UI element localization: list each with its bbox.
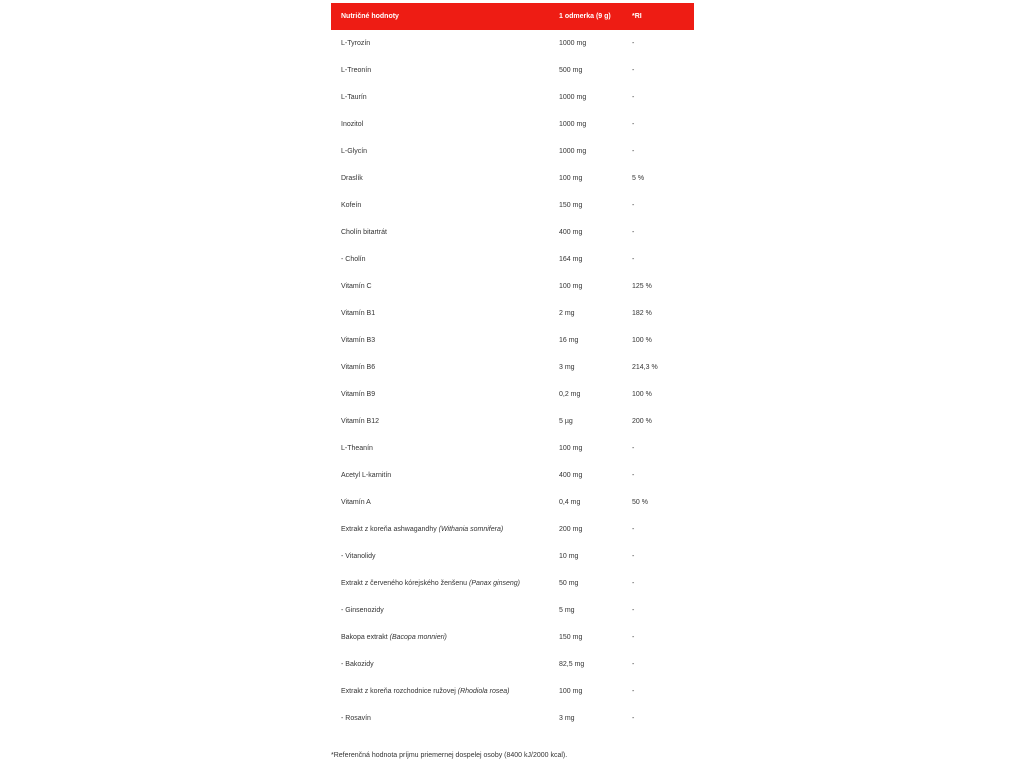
table-row — [331, 111, 694, 138]
nutrient-ri: - — [632, 472, 635, 479]
nutrient-name-cell — [331, 84, 549, 111]
nutrient-name: Vitamín B6 — [341, 364, 376, 371]
nutrient-amount: 500 mg — [559, 67, 583, 74]
nutrient-amount: 164 mg — [559, 256, 583, 263]
nutrient-ri: 5 % — [632, 175, 645, 182]
nutrient-ri: - — [632, 580, 635, 587]
table-row — [331, 408, 694, 435]
table-row — [331, 165, 694, 192]
nutrient-ri: - — [632, 634, 635, 641]
nutrient-amount: 1000 mg — [559, 121, 587, 128]
nutrient-name: Extrakt z koreňa rozchodnice ružovej — [341, 688, 458, 695]
nutrient-name-cell — [331, 300, 549, 327]
nutrient-ri: - — [632, 526, 635, 533]
nutrient-name: Vitamín C — [341, 283, 372, 290]
nutrient-name-cell — [331, 381, 549, 408]
nutrient-latin-name: (Rhodiola rosea) — [457, 688, 510, 695]
nutrient-amount: 3 mg — [559, 715, 575, 722]
table-row — [331, 435, 694, 462]
nutrient-name-cell — [331, 165, 549, 192]
nutrient-amount: 100 mg — [559, 445, 583, 452]
nutrient-ri: 100 % — [632, 337, 652, 344]
nutrient-name-cell — [331, 273, 549, 300]
nutrient-ri: - — [632, 148, 635, 155]
table-row — [331, 651, 694, 678]
nutrient-name-cell — [331, 624, 549, 651]
nutrient-amount: 16 mg — [559, 337, 579, 344]
nutrient-ri: - — [632, 688, 635, 695]
nutrient-latin-name: (Bacopa monnieri) — [389, 634, 447, 641]
table-row — [331, 543, 694, 570]
nutrient-name-cell — [331, 705, 549, 732]
nutrient-ri: - — [632, 607, 635, 614]
nutrient-name-cell — [331, 489, 549, 516]
nutrient-name-cell — [331, 543, 549, 570]
nutrient-name: L-Taurín — [341, 94, 367, 101]
nutrient-name-cell — [331, 111, 549, 138]
nutrient-name: Vitamín B3 — [341, 337, 376, 344]
table-row — [331, 354, 694, 381]
nutrient-amount: 2 mg — [559, 310, 575, 317]
table-row — [331, 300, 694, 327]
nutrient-name-cell — [331, 138, 549, 165]
table-row — [331, 516, 694, 543]
table-header-row — [331, 3, 694, 30]
nutrient-amount: 100 mg — [559, 175, 583, 182]
nutrient-name: Draslík — [341, 175, 363, 182]
nutrient-name: - Ginsenozidy — [341, 607, 384, 614]
nutrient-name-cell — [331, 462, 549, 489]
nutrient-name: Kofeín — [341, 202, 362, 209]
nutrient-name: Vitamín B9 — [341, 391, 376, 398]
nutrient-name-cell — [331, 678, 549, 705]
nutrient-name: Bakopa extrakt — [341, 634, 390, 641]
nutrient-name: L-Tyrozín — [341, 40, 371, 47]
nutrient-latin-name: (Withania somnifera) — [438, 526, 504, 533]
nutrient-name-cell — [331, 408, 549, 435]
nutrient-ri: - — [632, 715, 635, 722]
nutrient-name: Cholín bitartrát — [341, 229, 387, 236]
nutrient-name-cell — [331, 219, 549, 246]
nutrient-amount: 1000 mg — [559, 94, 587, 101]
header-serving: 1 odmerka (9 g) — [549, 3, 622, 30]
nutrient-amount: 400 mg — [559, 472, 583, 479]
nutrient-name: Vitamín A — [341, 499, 371, 506]
table-row — [331, 678, 694, 705]
nutrient-name-cell — [331, 597, 549, 624]
nutrient-amount: 100 mg — [559, 688, 583, 695]
table-row — [331, 192, 694, 219]
nutrient-amount: 150 mg — [559, 202, 583, 209]
nutrient-name-cell — [331, 192, 549, 219]
nutrient-name: Acetyl L-karnitín — [341, 472, 392, 479]
nutrient-ri: - — [632, 229, 635, 236]
table-row — [331, 219, 694, 246]
table-row — [331, 570, 694, 597]
table-row — [331, 84, 694, 111]
header-ri: *RI — [622, 3, 694, 30]
table-row — [331, 489, 694, 516]
nutrient-amount: 5 mg — [559, 607, 575, 614]
nutrient-name: Extrakt z koreňa ashwagandhy — [341, 526, 439, 533]
nutrition-table-container — [331, 3, 694, 732]
nutrition-table — [331, 3, 694, 732]
nutrient-name: - Bakozidy — [341, 661, 374, 668]
nutrient-amount: 400 mg — [559, 229, 583, 236]
nutrient-amount: 82,5 mg — [559, 661, 585, 668]
nutrient-name-cell — [331, 246, 549, 273]
nutrient-amount: 50 mg — [559, 580, 579, 587]
nutrient-ri: 182 % — [632, 310, 652, 317]
nutrient-ri: 200 % — [632, 418, 652, 425]
nutrient-amount: 1000 mg — [559, 148, 587, 155]
nutrient-name-cell — [331, 327, 549, 354]
nutrient-name-cell — [331, 570, 549, 597]
nutrient-amount: 5 µg — [559, 418, 573, 425]
nutrient-name: - Cholín — [341, 256, 366, 263]
nutrient-ri: - — [632, 445, 635, 452]
nutrient-name: - Rosavín — [341, 715, 371, 722]
nutrient-ri: - — [632, 202, 635, 209]
nutrient-amount: 10 mg — [559, 553, 579, 560]
nutrient-amount: 0,4 mg — [559, 499, 581, 506]
table-row — [331, 462, 694, 489]
nutrient-amount: 3 mg — [559, 364, 575, 371]
nutrient-name: Inozitol — [341, 121, 364, 128]
nutrient-ri: - — [632, 67, 635, 74]
nutrient-name: L-Glycín — [341, 148, 368, 155]
nutrient-ri: 50 % — [632, 499, 648, 506]
nutrient-name: Extrakt z červeného kórejského ženšenu — [341, 580, 470, 587]
nutrient-ri: - — [632, 553, 635, 560]
table-row — [331, 327, 694, 354]
nutrient-amount: 100 mg — [559, 283, 583, 290]
table-row — [331, 381, 694, 408]
nutrient-ri: - — [632, 94, 635, 101]
table-row — [331, 273, 694, 300]
nutrient-amount: 200 mg — [559, 526, 583, 533]
footnote: *Referenčná hodnota príjmu priemernej dospelej osoby (8400 kJ/2000 kcal). — [331, 752, 568, 759]
table-row — [331, 597, 694, 624]
nutrient-amount: 0,2 mg — [559, 391, 581, 398]
nutrient-name: Vitamín B1 — [341, 310, 376, 317]
nutrient-ri: 100 % — [632, 391, 652, 398]
nutrient-amount: 1000 mg — [559, 40, 587, 47]
table-row — [331, 30, 694, 57]
nutrient-ri: - — [632, 256, 635, 263]
nutrient-name-cell — [331, 435, 549, 462]
nutrient-name-cell — [331, 57, 549, 84]
nutrient-ri: - — [632, 121, 635, 128]
table-row — [331, 246, 694, 273]
nutrient-latin-name: (Panax ginseng) — [469, 580, 520, 587]
table-row — [331, 57, 694, 84]
nutrient-name-cell — [331, 516, 549, 543]
nutrient-ri: - — [632, 661, 635, 668]
nutrient-name: L-Treonín — [341, 67, 372, 74]
nutrient-ri: - — [632, 40, 635, 47]
nutrient-name-cell — [331, 354, 549, 381]
table-row — [331, 138, 694, 165]
nutrient-ri: 214,3 % — [632, 364, 658, 371]
nutrient-ri: 125 % — [632, 283, 652, 290]
table-row — [331, 624, 694, 651]
nutrient-amount: 150 mg — [559, 634, 583, 641]
table-body — [331, 30, 694, 732]
header-nutrient: Nutričné hodnoty — [331, 3, 549, 30]
nutrient-name: L-Theanín — [341, 445, 373, 452]
table-row — [331, 705, 694, 732]
nutrient-name: - Vitanolidy — [341, 553, 376, 560]
nutrient-name-cell — [331, 30, 549, 57]
nutrient-name-cell — [331, 651, 549, 678]
nutrient-name: Vitamín B12 — [341, 418, 380, 425]
